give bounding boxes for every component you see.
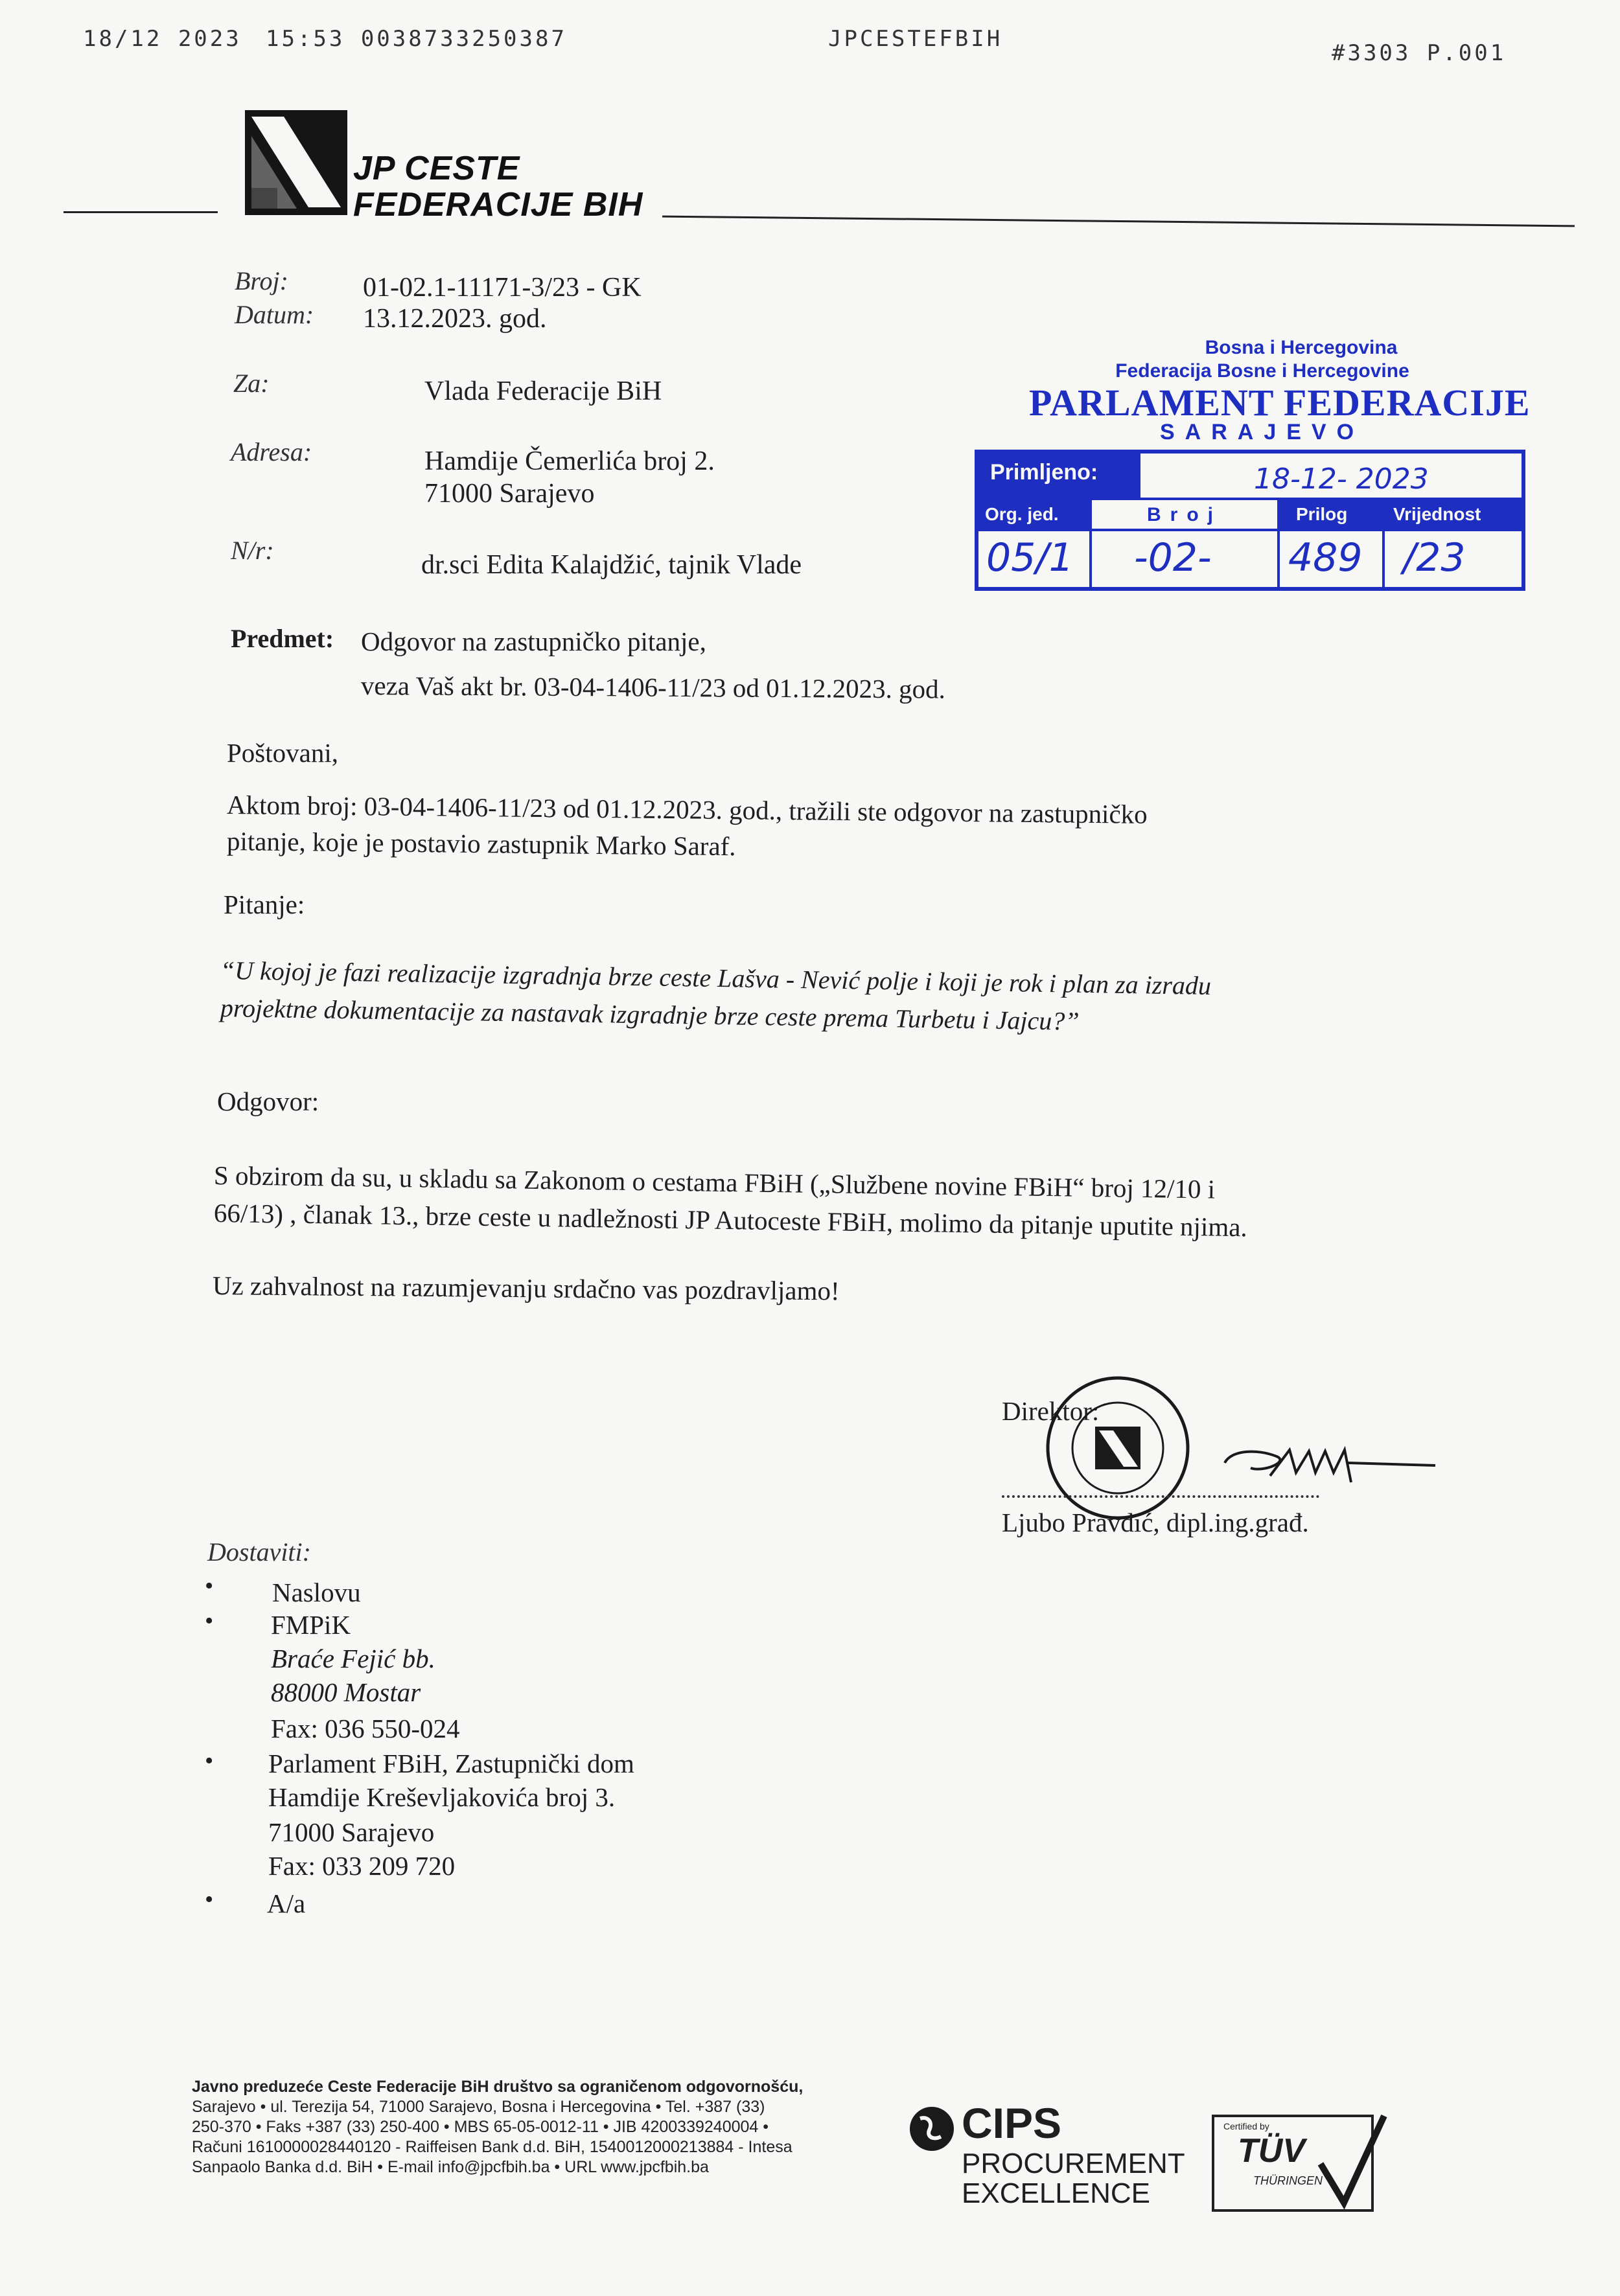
question-line1: “U kojoj je fazi realizacije izgradnja brze ceste Lašva - Nević polje i koji je rok i plan za izradu xyxy=(220,956,1212,1001)
footer-line1: Javno preduzeće Ceste Federacije BiH društvo sa ograničenom odgovornošću, xyxy=(192,2078,804,2096)
intro-line1: Aktom broj: 03-04-1406-11/23 od 01.12.2023. god., tražili ste odgovor na zastupničko xyxy=(226,790,1148,829)
dostaviti-item-3-line4: Fax: 033 209 720 xyxy=(268,1851,456,1881)
stamp-table xyxy=(975,450,1525,591)
dostaviti-item-2-line2: Braće Fejić bb. xyxy=(271,1644,435,1673)
dostaviti-item-3-line1: Parlament FBiH, Zastupnički dom xyxy=(268,1749,634,1778)
za-label: Za: xyxy=(233,369,270,398)
handwritten-signature-icon xyxy=(1218,1437,1439,1495)
stamp-col1-head: Org. jed. xyxy=(985,504,1059,524)
nr-value: dr.sci Edita Kalajdžić, tajnik Vlade xyxy=(421,550,802,580)
stamp-primljeno-label: Primljeno: xyxy=(990,460,1098,485)
question-label: Pitanje: xyxy=(224,890,305,919)
stamp-col3-head: Prilog xyxy=(1296,504,1348,524)
cips-logo-text: CIPS xyxy=(962,2099,1062,2147)
closing-line: Uz zahvalnost na razumjevanju srdačno vas pozdravljamo! xyxy=(212,1270,840,1306)
stamp-col4-head: Vrijednost xyxy=(1393,504,1481,524)
bullet-3-icon: • xyxy=(205,1747,214,1774)
cips-sub1: PROCUREMENT xyxy=(962,2148,1185,2179)
company-seal-icon xyxy=(1043,1373,1192,1522)
fax-date: 18/12 2023 xyxy=(83,26,242,52)
intro-line2: pitanje, koje je postavio zastupnik Marko Saraf. xyxy=(226,826,736,862)
stamp-col2-value: -02- xyxy=(1134,535,1212,580)
dostaviti-item-3-line2: Hamdije Kreševljakovića broj 3. xyxy=(268,1782,616,1812)
tuv-checkmark-icon xyxy=(1315,2112,1388,2209)
brand-line2: FEDERACIJE BIH xyxy=(353,186,643,224)
subject-line2: veza Vaš akt br. 03-04-1406-11/23 od 01.12.2023. god. xyxy=(360,671,946,704)
signature-name: Ljubo Pravdić, dipl.ing.građ. xyxy=(1002,1508,1309,1537)
dostaviti-label: Dostaviti: xyxy=(207,1537,311,1567)
adresa-line1: Hamdije Čemerlića broj 2. xyxy=(424,446,715,476)
footer-line2: Sarajevo • ul. Terezija 54, 71000 Sarajevo, Bosna i Hercegovina • Tel. +387 (33) xyxy=(192,2098,765,2116)
tuv-logo-text: TÜV xyxy=(1238,2132,1305,2170)
stamp-col3-value: 489 xyxy=(1288,535,1363,580)
signature-title: Direktor: xyxy=(1002,1396,1100,1426)
stamp-line3: PARLAMENT FEDERACIJE xyxy=(1029,382,1531,424)
subject-line1: Odgovor na zastupničko pitanje, xyxy=(361,626,706,656)
nr-label: N/r: xyxy=(231,536,274,565)
datum-value: 13.12.2023. god. xyxy=(363,304,547,334)
answer-line2: 66/13) , članak 13., brze ceste u nadležnosti JP Autoceste FBiH, molimo da pitanje uputite njima. xyxy=(213,1198,1248,1243)
dostaviti-item-2-line4: Fax: 036 550-024 xyxy=(271,1714,460,1743)
stamp-line1: Bosna i Hercegovina xyxy=(1205,337,1398,358)
footer-line4: Računi 1610000028440120 - Raiffeisen Bank d.d. BiH, 1540012000213884 - Intesa xyxy=(192,2138,793,2156)
stamp-col2-head: Broj xyxy=(1147,504,1222,525)
stamp-col4-value: /23 xyxy=(1403,535,1466,580)
dostaviti-item-2-line1: FMPiK xyxy=(271,1610,351,1640)
answer-line1: S obzirom da su, u skladu sa Zakonom o cestama FBiH („Službene novine FBiH“ broj 12/10 i xyxy=(213,1160,1216,1204)
question-line2: projektne dokumentacije za nastavak izgradnje brze ceste prema Turbetu i Jajcu?” xyxy=(220,993,1080,1036)
dostaviti-item-3-line3: 71000 Sarajevo xyxy=(268,1817,435,1847)
broj-value: 01-02.1-11171-3/23 - GK xyxy=(363,273,642,303)
adresa-line2: 71000 Sarajevo xyxy=(424,479,595,509)
footer-line5: Sanpaolo Banka d.d. BiH • E-mail info@jpcfbih.ba • URL www.jpcfbih.ba xyxy=(192,2158,709,2176)
signature-dotted-line xyxy=(1002,1495,1319,1498)
bullet-4-icon: • xyxy=(205,1886,214,1913)
fax-sender: JPCESTEFBIH xyxy=(828,26,1003,52)
stamp-line2: Federacija Bosne i Hercegovine xyxy=(1115,360,1409,382)
letterhead-rule-left xyxy=(64,211,218,213)
broj-label: Broj: xyxy=(235,266,288,295)
bullet-2-icon: • xyxy=(205,1607,214,1635)
cips-sub2: EXCELLENCE xyxy=(962,2177,1151,2209)
dostaviti-item-4: A/a xyxy=(267,1888,306,1918)
stamp-primljeno-date: 18-12- 2023 xyxy=(1254,463,1429,496)
company-logo-icon xyxy=(245,110,347,215)
answer-label: Odgovor: xyxy=(217,1086,319,1116)
stamp-line4: SARAJEVO xyxy=(1160,420,1365,444)
tuv-top: Certified by xyxy=(1223,2121,1269,2131)
adresa-label: Adresa: xyxy=(231,437,312,466)
footer-line3: 250-370 • Faks +387 (33) 250-400 • MBS 65-05-0012-11 • JIB 4200339240004 • xyxy=(192,2118,769,2136)
za-value: Vlada Federacije BiH xyxy=(424,376,662,406)
datum-label: Datum: xyxy=(235,300,314,329)
stamp-col1-value: 05/1 xyxy=(986,535,1074,580)
dostaviti-item-1: Naslovu xyxy=(272,1578,361,1607)
fax-page-ref: #3303 P.001 xyxy=(1332,40,1507,66)
tuv-sub: THÜRINGEN xyxy=(1253,2174,1323,2187)
subject-label: Predmet: xyxy=(231,624,334,653)
dostaviti-item-2-line3: 88000 Mostar xyxy=(271,1677,421,1707)
brand-line1: JP CESTE xyxy=(353,150,520,187)
greeting: Poštovani, xyxy=(227,738,338,768)
letterhead-rule-right xyxy=(662,216,1575,227)
cips-globe-icon xyxy=(907,2104,956,2153)
fax-time-number: 15:53 0038733250387 xyxy=(266,26,567,52)
bullet-1-icon: • xyxy=(205,1572,214,1600)
